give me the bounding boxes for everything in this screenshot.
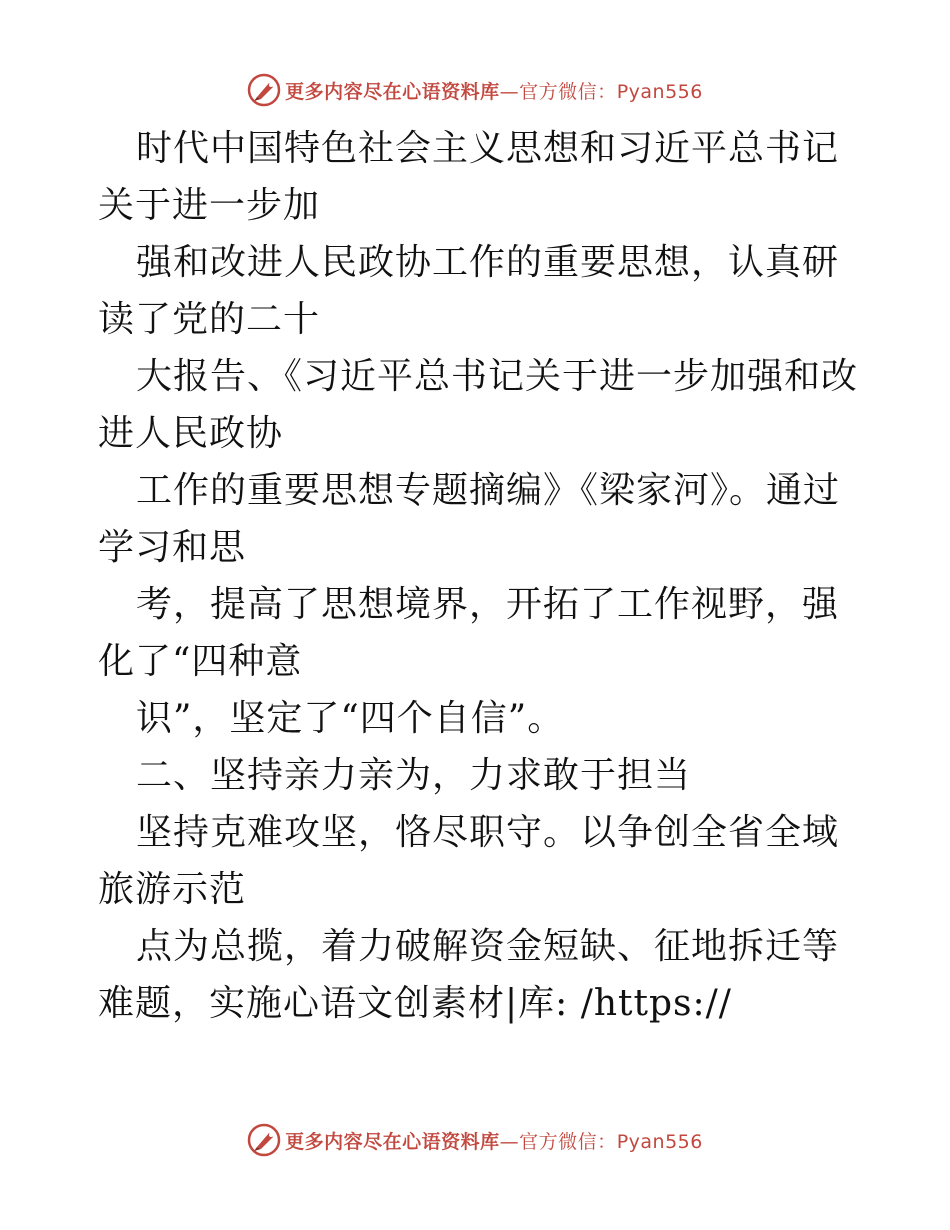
banner-wechat-id: Pyan556 <box>616 1130 703 1153</box>
paragraph-2 <box>98 234 858 348</box>
footer-banner-text <box>285 1127 703 1154</box>
paragraph-1-line-1: 时代中国特色社会主义思想和习近平总书记关于 <box>98 128 840 226</box>
paragraph-4 <box>98 462 858 576</box>
banner-wechat-label: 官方微信： <box>519 1130 617 1153</box>
header-banner-text <box>285 77 703 104</box>
footer-banner <box>0 1122 950 1158</box>
banner-separator: — <box>499 1130 520 1153</box>
paragraph-1 <box>98 120 858 234</box>
banner-wechat-label: 官方微信： <box>519 80 617 103</box>
paragraph-6 <box>98 690 858 747</box>
paragraph-3-line-2: 人民政协 <box>135 413 284 454</box>
banner-main-text: 更多内容尽在心语资料库 <box>285 1130 500 1153</box>
banner-main-text: 更多内容尽在心语资料库 <box>285 80 500 103</box>
paragraph-1-line-2: 进一步加 <box>172 185 321 226</box>
paragraph-5-line-1: 考，提高了思想境界，开拓了工作视野，强化 <box>98 584 840 682</box>
paragraph-9-line-2: 题，实施心语文创素材|库: /https:// <box>135 983 732 1024</box>
paragraph-8-line-1: 坚持克难攻坚，恪尽职守。以争创全省全域旅游 <box>98 812 840 910</box>
paragraph-9 <box>98 918 858 1032</box>
paragraph-8 <box>98 804 858 918</box>
paragraph-4-line-1: 工作的重要思想专题摘编》《梁家河》。通过学 <box>98 470 841 568</box>
document-body <box>98 120 858 1032</box>
paragraph-2-line-2: 党的二十 <box>172 299 321 340</box>
fountain-pen-logo-icon <box>247 73 281 107</box>
fountain-pen-logo-icon <box>247 1123 281 1157</box>
header-banner <box>0 72 950 108</box>
banner-separator: — <box>499 80 520 103</box>
paragraph-2-line-1: 强和改进人民政协工作的重要思想，认真研读了 <box>98 242 840 340</box>
paragraph-5-line-2: 了“四种意 <box>135 641 303 682</box>
paragraph-4-line-2: 习和思 <box>135 527 247 568</box>
section-heading-2-text: 二、坚持亲力亲为，力求敢于担当 <box>136 755 692 796</box>
paragraph-3 <box>98 348 858 462</box>
paragraph-9-line-1: 点为总揽，着力破解资金短缺、征地拆迁等难 <box>98 926 840 1024</box>
paragraph-3-line-1: 大报告、《习近平总书记关于进一步加强和改进 <box>98 356 859 454</box>
banner-wechat-id: Pyan556 <box>616 80 703 103</box>
section-heading-2 <box>98 747 858 804</box>
paragraph-8-line-2: 示范 <box>172 869 247 910</box>
paragraph-5 <box>98 576 858 690</box>
paragraph-6-line-1: 识”，坚定了“四个自信”。 <box>136 698 565 739</box>
